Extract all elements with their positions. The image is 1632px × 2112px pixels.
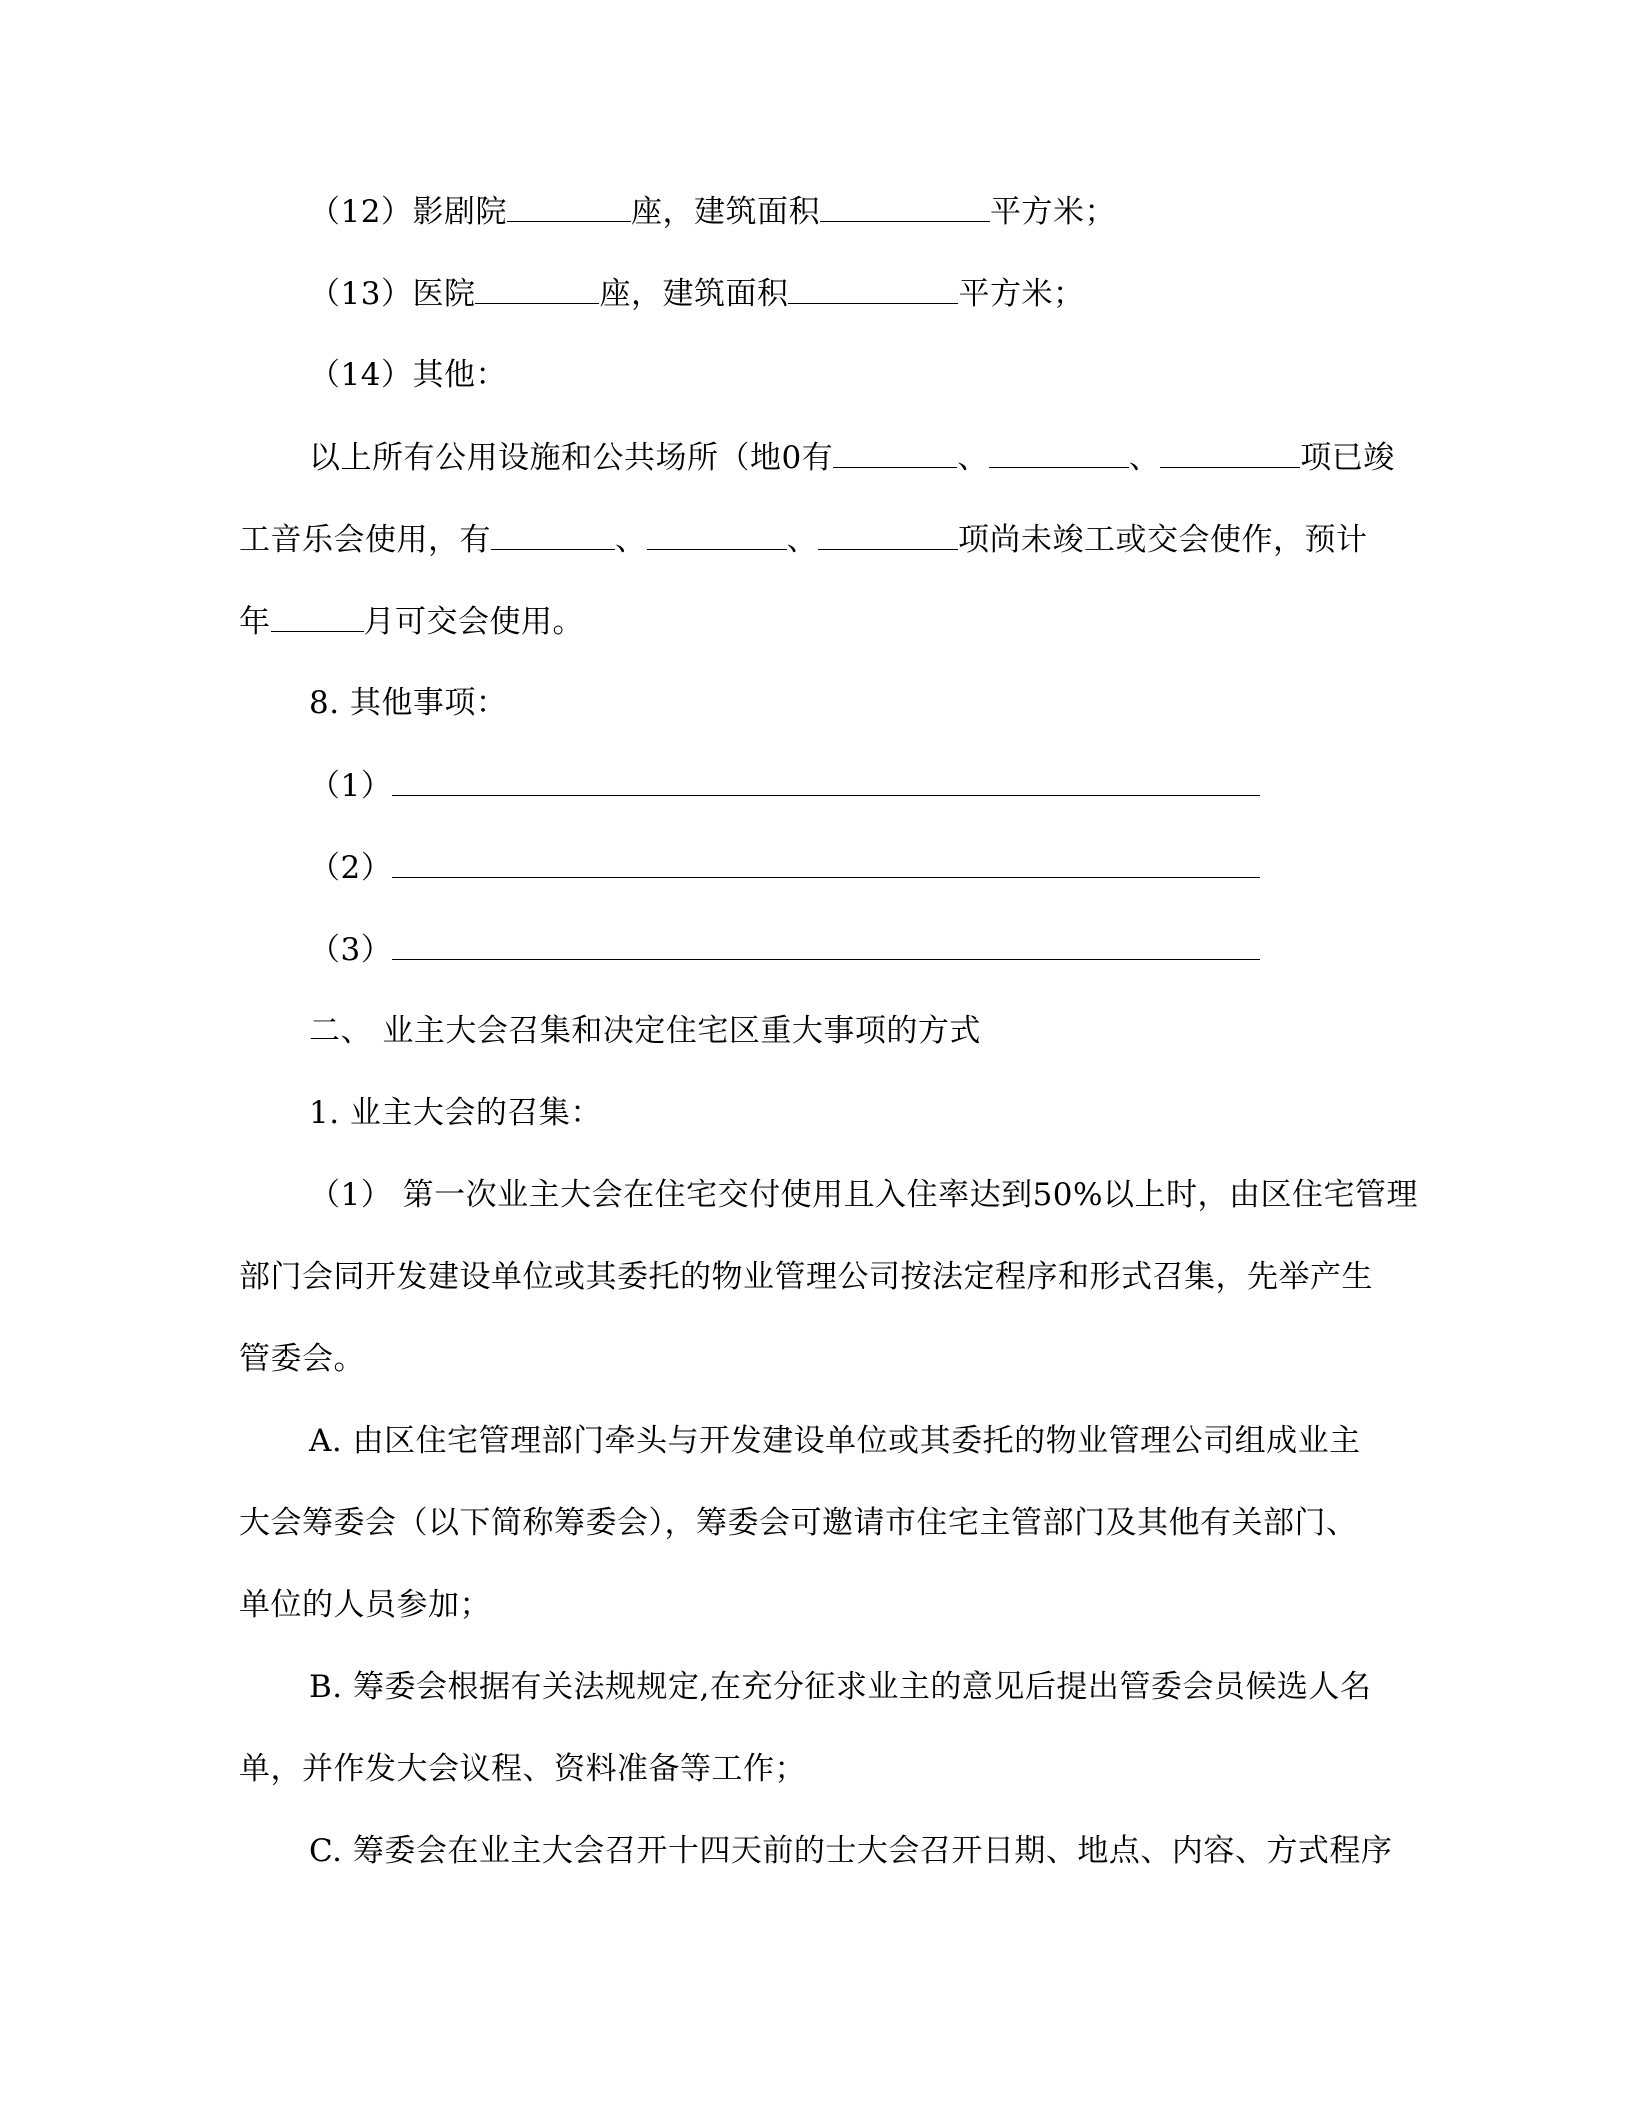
facilities-para-line2: 工音乐会使用，有 、 、 项尚未竣工或交会使作，预计	[239, 519, 1368, 560]
blank-field	[392, 847, 1260, 878]
item-14-other: （14）其他：	[309, 357, 507, 393]
paragraph-1-line2: 部门会同开发建设单位或其委托的物业管理公司按法定程序和形式召集，先举产生	[239, 1259, 1373, 1295]
item-13-hospital: （13）医院 座，建筑面积 平方米；	[309, 273, 1084, 314]
blank-field	[833, 437, 957, 468]
sub-item-2: （2）	[309, 847, 1260, 888]
blank-field	[507, 191, 631, 222]
paragraph-a-line1: A. 由区住宅管理部门牵头与开发建设单位或其委托的物业管理公司组成业主	[309, 1423, 1361, 1459]
item-12-theater: （12）影剧院 座，建筑面积 平方米；	[309, 191, 1116, 232]
section-heading-2: 二、 业主大会召集和决定住宅区重大事项的方式	[309, 1013, 981, 1049]
blank-field	[788, 273, 958, 304]
blank-field	[989, 437, 1129, 468]
blank-field	[271, 601, 364, 632]
blank-field	[647, 519, 787, 550]
sub-item-3: （3）	[309, 929, 1260, 970]
paragraph-1-line1: （1） 第一次业主大会在住宅交付使用且入住率达到50%以上时，由区住宅管理	[309, 1177, 1418, 1213]
paragraph-a-line2: 大会筹委会（以下简称筹委会），筹委会可邀请市住宅主管部门及其他有关部门、	[239, 1505, 1358, 1541]
paragraph-b-line1: B. 筹委会根据有关法规规定,在充分征求业主的意见后提出管委会员候选人名	[309, 1669, 1372, 1705]
paragraph-c-line1: C. 筹委会在业主大会召开十四天前的士大会召开日期、地点、内容、方式程序	[309, 1833, 1393, 1869]
blank-field	[392, 765, 1260, 796]
sub-item-1: （1）	[309, 765, 1260, 806]
paragraph-a-line3: 单位的人员参加；	[239, 1587, 491, 1623]
facilities-para-line3: 年 月可交会使用。	[239, 601, 584, 642]
blank-field	[392, 929, 1260, 960]
item-1-assembly: 1. 业主大会的召集：	[309, 1095, 602, 1131]
paragraph-b-line2: 单，并作发大会议程、资料准备等工作；	[239, 1751, 806, 1787]
blank-field	[818, 519, 958, 550]
blank-field	[491, 519, 615, 550]
facilities-para-line1: 以上所有公用设施和公共场所（地0有 、 、 项已竣	[309, 437, 1395, 478]
item-8-other-matters: 8. 其他事项：	[309, 685, 508, 721]
blank-field	[1160, 437, 1300, 468]
blank-field	[820, 191, 990, 222]
paragraph-1-line3: 管委会。	[239, 1341, 365, 1377]
blank-field	[475, 273, 599, 304]
